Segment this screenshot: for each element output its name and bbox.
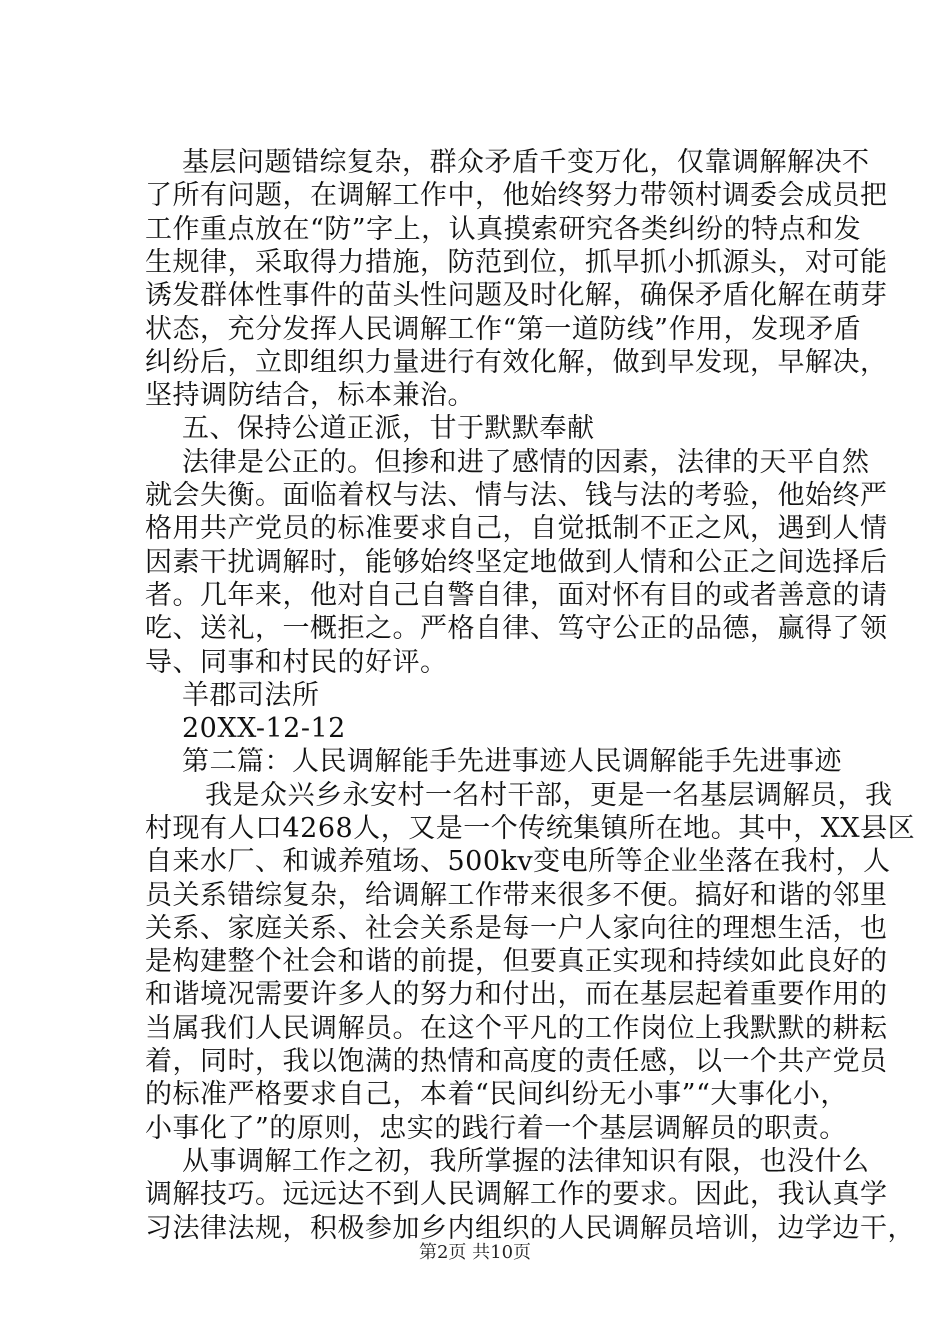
text-line-13: 因素干扰调解时，能够始终坚定地做到人情和公正之间选择后 <box>145 547 888 578</box>
text-line-15: 吃、送礼，一概拒之。严格自律、笃守公正的品德，赢得了领 <box>145 613 888 644</box>
text-line-10: 法律是公正的。但掺和进了感情的因素，法律的天平自然 <box>182 447 870 478</box>
text-line-33: 习法律法规，积极参加乡内组织的人民调解员培训，边学边干， <box>145 1213 915 1244</box>
text-line-14: 者。几年来，他对自己自警自律，面对怀有目的或者善意的请 <box>145 580 888 611</box>
text-line-27: 当属我们人民调解员。在这个平凡的工作岗位上我默默的耕耘 <box>145 1013 888 1044</box>
text-line-5: 诱发群体性事件的苗头性问题及时化解，确保矛盾化解在萌芽 <box>145 280 888 311</box>
text-line-31: 从事调解工作之初，我所掌握的法律知识有限，也没什么 <box>182 1146 870 1177</box>
text-line-4: 生规律，采取得力措施，防范到位，抓早抓小抓源头，对可能 <box>145 247 888 278</box>
section-heading: 五、保持公道正派，甘于默默奉献 <box>182 413 595 444</box>
text-line-28: 着，同时，我以饱满的热情和高度的责任感，以一个共产党员 <box>145 1046 888 1077</box>
text-line-20: 我是众兴乡永安村一名村干部，更是一名基层调解员，我 <box>205 780 893 811</box>
text-line-11: 就会失衡。面临着权与法、情与法、钱与法的考验，他始终严 <box>145 480 888 511</box>
text-line-12: 格用共产党员的标准要求自己，自觉抵制不正之风，遇到人情 <box>145 513 888 544</box>
text-line-24: 关系、家庭关系、社会关系是每一户人家向往的理想生活，也 <box>145 913 888 944</box>
chapter-title: 第二篇：人民调解能手先进事迹人民调解能手先进事迹 <box>182 746 842 777</box>
text-line-25: 是构建整个社会和谐的前提，但要真正实现和持续如此良好的 <box>145 946 888 977</box>
text-line-6: 状态，充分发挥人民调解工作“第一道防线”作用，发现矛盾 <box>145 314 862 345</box>
text-line-26: 和谐境况需要许多人的努力和付出，而在基层起着重要作用的 <box>145 979 888 1010</box>
text-line-2: 了所有问题，在调解工作中，他始终努力带领村调委会成员把 <box>145 180 888 211</box>
text-line-29: 的标准严格要求自己，本着“民间纠纷无小事”“大事化小， <box>145 1079 848 1110</box>
text-line-21: 村现有人口4268人，又是一个传统集镇所在地。其中，XX县区 <box>145 813 916 844</box>
text-line-23: 员关系错综复杂，给调解工作带来很多不便。搞好和谐的邻里 <box>145 880 888 911</box>
text-line-3: 工作重点放在“防”字上，认真摸索研究各类纠纷的特点和发 <box>145 214 862 245</box>
text-line-30: 小事化了”的原则，忠实的践行着一个基层调解员的职责。 <box>145 1113 847 1144</box>
text-line-22: 自来水厂、和诚养殖场、500kv变电所等企业坐落在我村，人 <box>145 846 891 877</box>
text-line-7: 纠纷后，立即组织力量进行有效化解，做到早发现，早解决， <box>145 347 888 378</box>
page-footer: 第2页 共10页 <box>418 1242 532 1263</box>
text-line-8: 坚持调防结合，标本兼治。 <box>145 380 475 411</box>
text-line-16: 导、同事和村民的好评。 <box>145 647 448 678</box>
signature-office: 羊郡司法所 <box>182 680 320 711</box>
text-line-32: 调解技巧。远远达不到人民调解工作的要求。因此，我认真学 <box>145 1179 888 1210</box>
text-line-1: 基层问题错综复杂，群众矛盾千变万化，仅靠调解解决不 <box>182 147 870 178</box>
signature-date: 20XX-12-12 <box>182 713 346 744</box>
